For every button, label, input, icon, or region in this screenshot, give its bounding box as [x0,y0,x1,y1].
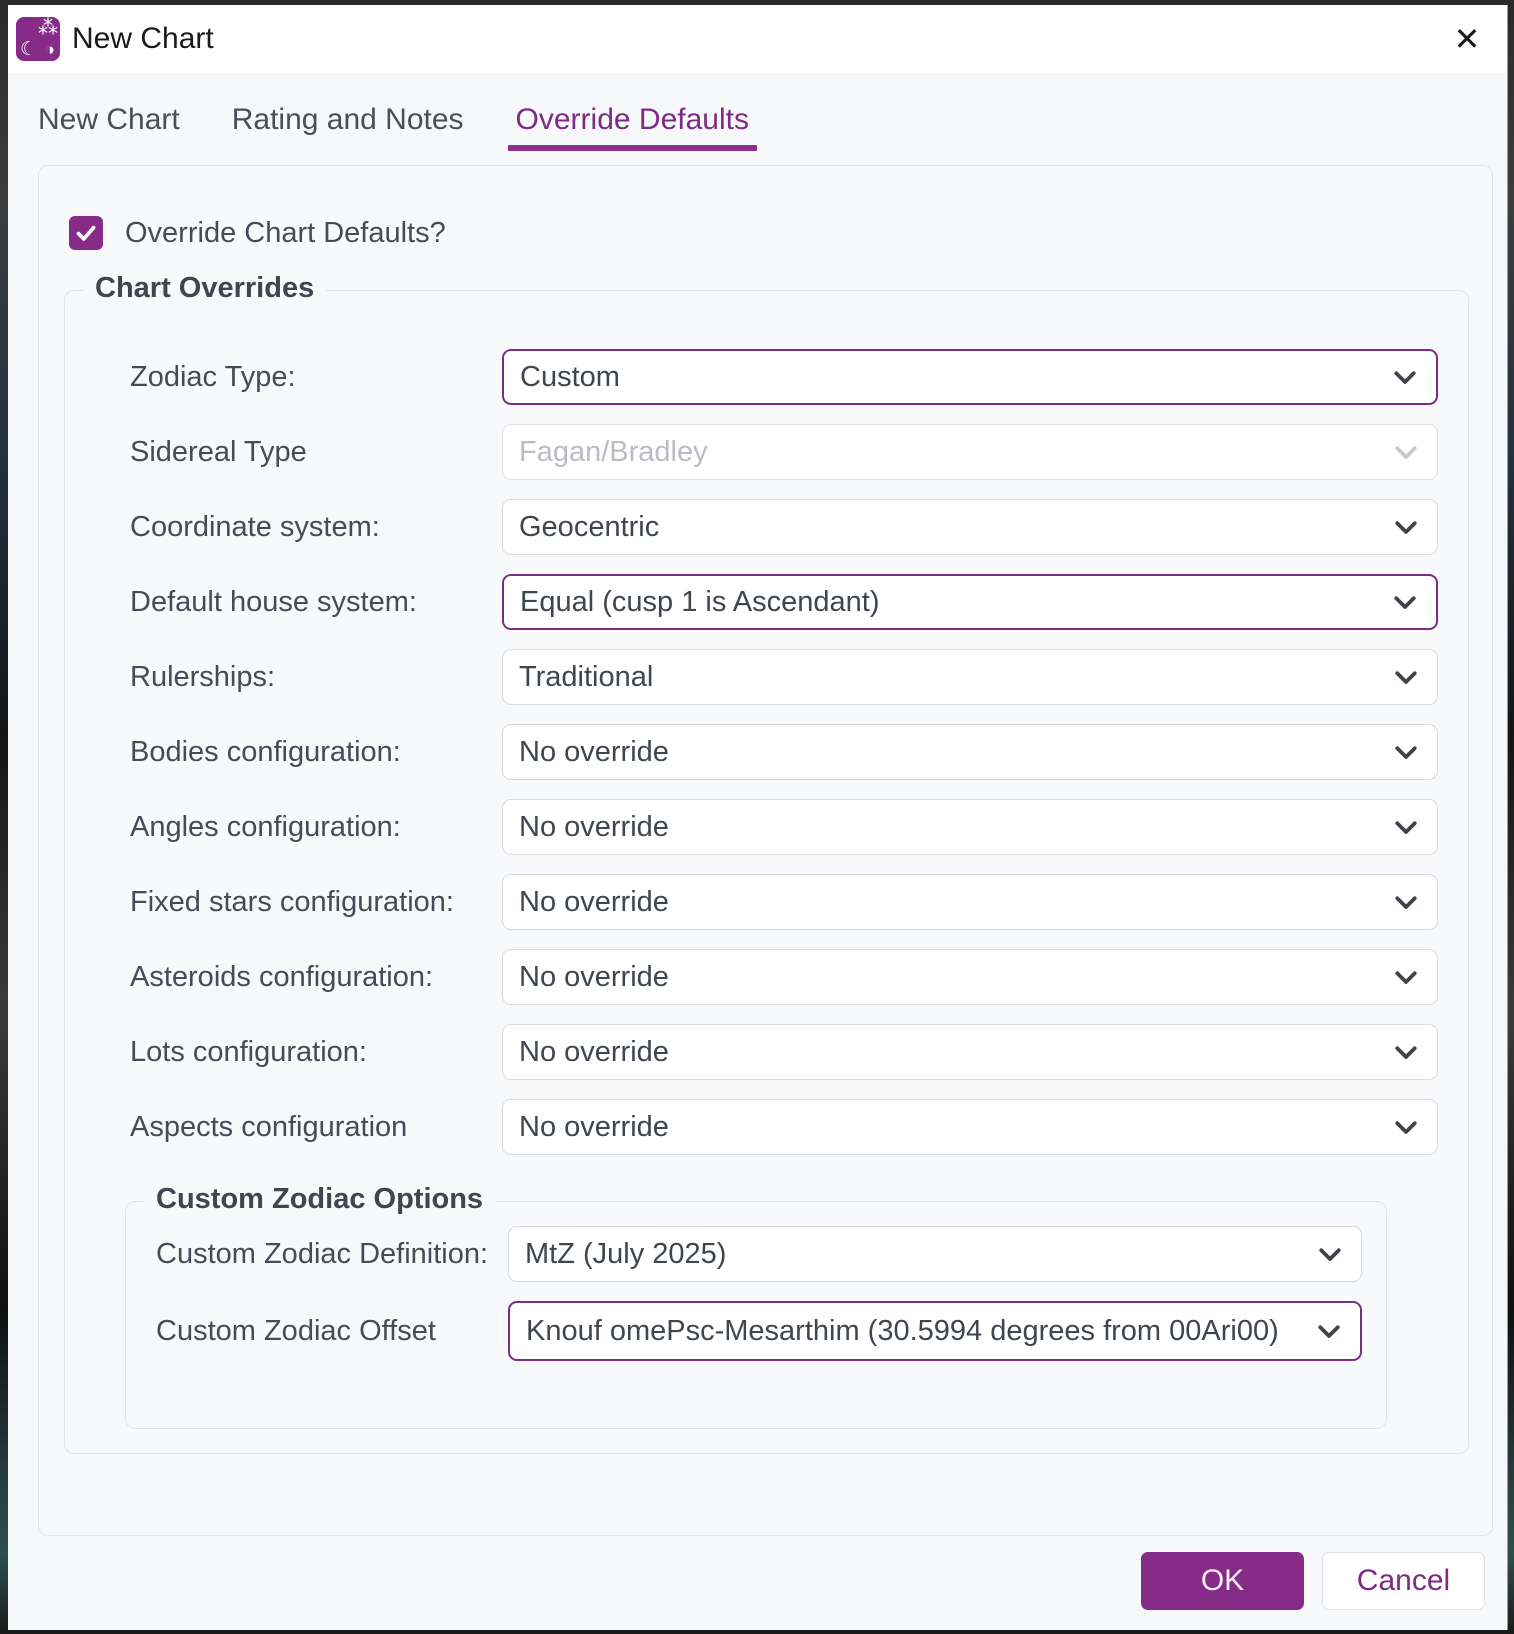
app-icon [16,17,60,61]
chart-overrides-group [64,272,1469,1454]
chevron-down-icon [1391,437,1421,467]
row-angles-configuration [130,799,401,855]
close-icon[interactable]: ✕ [1453,21,1481,57]
rulerships-label: Rulerships: [130,660,276,693]
row-bodies-configuration [130,724,401,780]
chevron-down-icon [1315,1239,1345,1269]
zodiac-type-value: Custom [520,360,620,393]
aspects-configuration-value: No override [519,1110,669,1143]
row-fixed-stars-configuration [130,874,454,930]
coordinate-system-label: Coordinate system: [130,510,380,543]
custom-zodiac-definition-value: MtZ (July 2025) [525,1237,727,1270]
fixed-stars-configuration-select[interactable] [502,874,1438,930]
bodies-configuration-value: No override [519,735,669,768]
rulerships-value: Traditional [519,660,654,693]
checkmark-icon [73,220,99,246]
angles-configuration-value: No override [519,810,669,843]
tab-override-defaults[interactable]: Override Defaults [516,103,749,151]
coordinate-system-value: Geocentric [519,510,660,543]
custom-zodiac-offset-value: Knouf omePsc-Mesarthim (30.5994 degrees from 00Ari00) [526,1314,1279,1347]
asteroids-configuration-value: No override [519,960,669,993]
zodiac-type-select[interactable] [502,349,1438,405]
row-aspects-configuration [130,1099,407,1155]
asteroids-configuration-label: Asteroids configuration: [130,960,434,993]
row-custom-zodiac-offset [156,1301,436,1361]
row-asteroids-configuration [130,949,433,1005]
chevron-down-icon [1390,362,1420,392]
custom-zodiac-definition-label: Custom Zodiac Definition: [156,1237,489,1270]
row-sidereal-type [130,424,307,480]
chevron-down-icon [1391,512,1421,542]
row-rulerships [130,649,275,705]
fixed-stars-configuration-label: Fixed stars configuration: [130,885,454,918]
chevron-down-icon [1391,1112,1421,1142]
row-default-house-system [130,574,417,630]
chevron-down-icon [1391,662,1421,692]
aspects-configuration-select[interactable] [502,1099,1438,1155]
sidereal-type-label: Sidereal Type [130,435,307,468]
chevron-down-icon [1391,1037,1421,1067]
cancel-button[interactable]: Cancel [1322,1552,1485,1610]
zodiac-type-label: Zodiac Type: [130,360,296,393]
custom-zodiac-definition-select[interactable] [508,1226,1362,1282]
row-custom-zodiac-definition [156,1226,488,1282]
tab-rating-and-notes[interactable]: Rating and Notes [231,103,464,136]
sidereal-type-select [502,424,1438,480]
chevron-down-icon [1314,1316,1344,1346]
chevron-down-icon [1391,887,1421,917]
lots-configuration-label: Lots configuration: [130,1035,367,1068]
app-icon-moon-glyph: ☾ [20,39,38,60]
override-defaults-panel [38,165,1493,1536]
tab-new-chart[interactable]: New Chart [38,103,180,136]
row-lots-configuration [130,1024,367,1080]
chevron-down-icon [1391,737,1421,767]
sidereal-type-value: Fagan/Bradley [519,435,708,468]
dialog-footer [8,1536,1507,1630]
custom-zodiac-offset-label: Custom Zodiac Offset [156,1314,436,1347]
app-icon-uranus-glyph: ⁂ [38,17,58,39]
chevron-down-icon [1391,812,1421,842]
chevron-down-icon [1390,587,1420,617]
override-defaults-checkbox-label: Override Chart Defaults? [125,216,446,249]
default-house-system-label: Default house system: [130,585,417,618]
coordinate-system-select[interactable] [502,499,1438,555]
angles-configuration-select[interactable] [502,799,1438,855]
lots-configuration-select[interactable] [502,1024,1438,1080]
rulerships-select[interactable] [502,649,1438,705]
asteroids-configuration-select[interactable] [502,949,1438,1005]
row-coordinate-system [130,499,380,555]
bodies-configuration-select[interactable] [502,724,1438,780]
chevron-down-icon [1391,962,1421,992]
aspects-configuration-label: Aspects configuration [130,1110,408,1143]
custom-zodiac-options-group [125,1183,1387,1429]
chart-overrides-legend: Chart Overrides [83,272,326,305]
fixed-stars-configuration-value: No override [519,885,669,918]
ok-button[interactable]: OK [1141,1552,1304,1610]
angles-configuration-label: Angles configuration: [130,810,401,843]
tab-bar [38,103,749,151]
custom-zodiac-options-legend: Custom Zodiac Options [144,1183,495,1216]
custom-zodiac-offset-select[interactable] [508,1301,1362,1361]
lots-configuration-value: No override [519,1035,669,1068]
title-bar [8,5,1507,73]
override-defaults-checkbox-row [69,216,446,250]
default-house-system-select[interactable] [502,574,1438,630]
default-house-system-value: Equal (cusp 1 is Ascendant) [520,585,880,618]
override-defaults-checkbox[interactable] [69,216,103,250]
app-icon-planet-glyph: ◑ [44,40,55,59]
window-title: New Chart [72,22,214,55]
row-zodiac-type [130,349,296,405]
bodies-configuration-label: Bodies configuration: [130,735,401,768]
new-chart-dialog [8,5,1508,1630]
